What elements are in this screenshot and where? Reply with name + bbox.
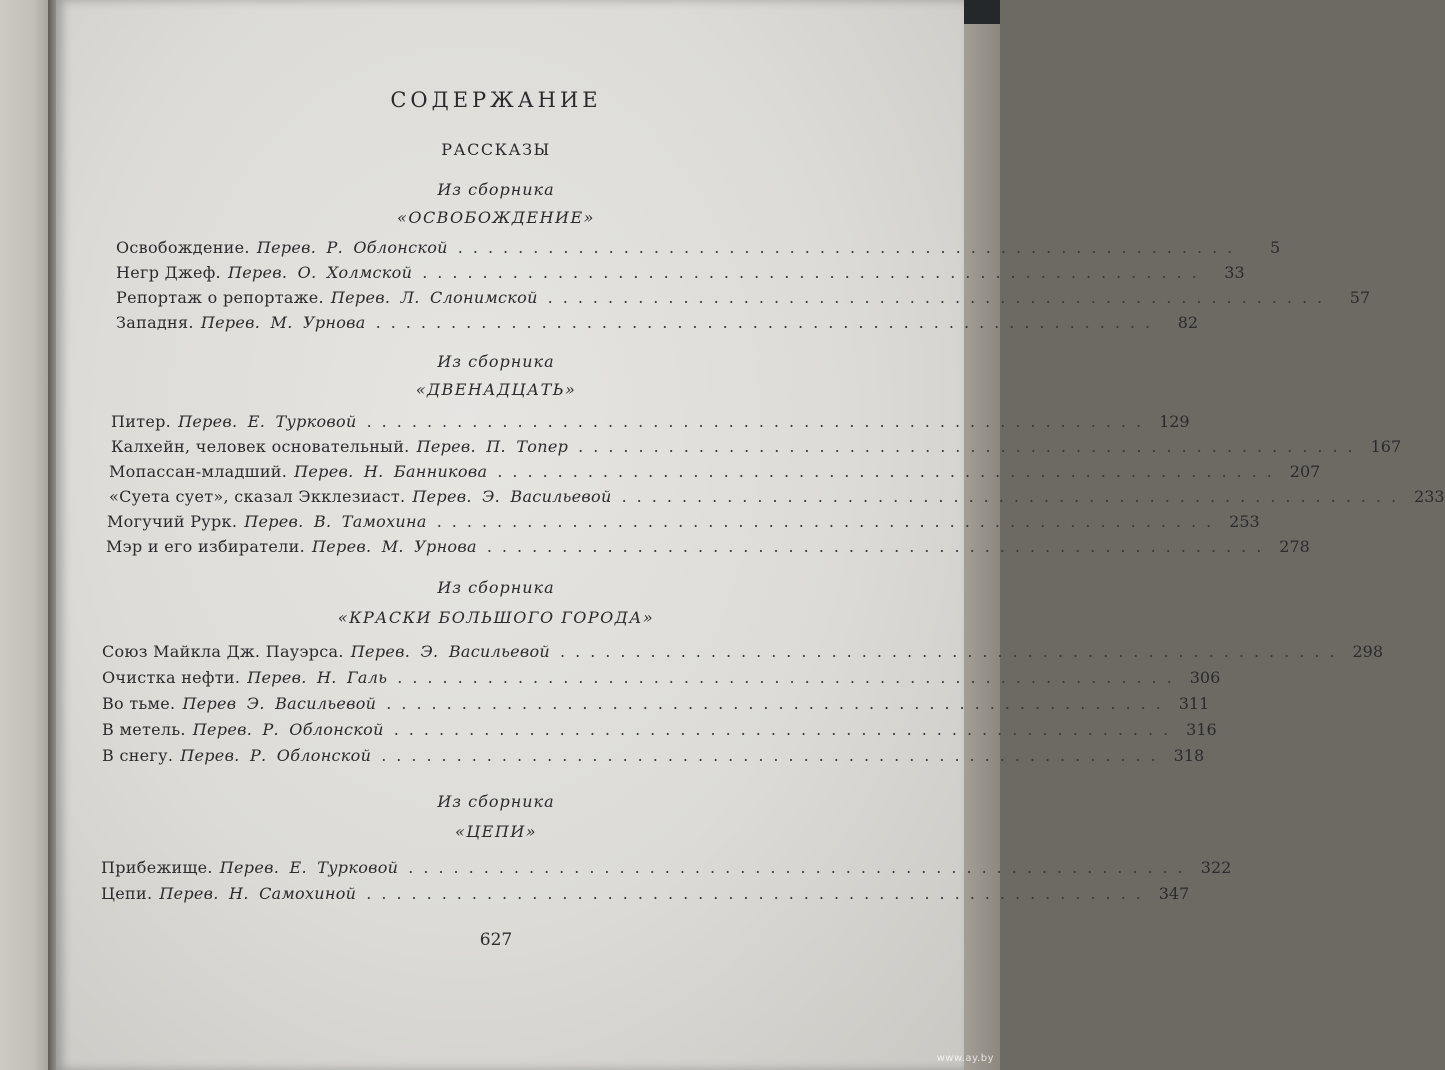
page-number: 129 [1159, 412, 1190, 431]
leader-dots: .................................................... [366, 884, 1151, 903]
story-title: Цепи. [101, 884, 153, 903]
folio-page-number: 627 [479, 930, 513, 950]
leader-dots: .................................................... [408, 858, 1193, 877]
story-title: Негр Джеф. [116, 263, 221, 282]
leader-dots: .................................................... [486, 537, 1272, 556]
toc-entry [102, 668, 1221, 687]
translator-credit: Перев. Р. Облонской [256, 238, 448, 257]
translator-credit: Перев. М. Урнова [312, 537, 477, 556]
story-title: Очистка нефти. [102, 668, 241, 687]
leader-dots: .................................................... [547, 288, 1333, 307]
toc-entry [116, 238, 1281, 257]
translator-credit: Перев. М. Урнова [200, 313, 366, 332]
translator-credit: Перев. П. Топер [416, 437, 569, 456]
translator-credit: Перев. О. Холмской [227, 263, 413, 282]
leader-dots: .................................................... [393, 720, 1179, 739]
leader-dots: .................................................... [397, 668, 1182, 687]
story-title: Прибежище. [101, 858, 213, 877]
page-number: 33 [1224, 263, 1245, 282]
previous-page-edge [0, 0, 48, 1070]
collection-prefix: Из сборника [437, 180, 555, 199]
leader-dots: .................................................... [497, 462, 1282, 481]
leader-dots: .................................................... [457, 238, 1243, 257]
leader-dots: .................................................... [436, 512, 1222, 531]
story-title: Могучий Рурк. [107, 512, 238, 531]
leader-dots: .................................................... [621, 487, 1407, 506]
collection-prefix: Из сборника [437, 352, 555, 371]
translator-credit: Перев Э. Васильевой [182, 694, 377, 713]
translator-credit: Перев. Е. Турковой [178, 412, 357, 431]
collection-prefix: Из сборника [437, 578, 555, 597]
page-number: 306 [1189, 668, 1221, 687]
story-title: Питер. [111, 412, 172, 431]
story-title: Освобождение. [116, 238, 250, 257]
toc-entry [107, 512, 1260, 531]
toc-entry [111, 412, 1190, 431]
translator-credit: Перев. Р. Облонской [180, 746, 372, 765]
page-number: 57 [1349, 288, 1371, 307]
collection-prefix: Из сборника [437, 792, 555, 811]
story-title: В снегу. [102, 746, 174, 765]
page-number: 167 [1370, 437, 1402, 456]
page-number: 207 [1289, 462, 1321, 481]
leader-dots: .................................................... [386, 694, 1171, 713]
site-watermark: www.ay.by [936, 1053, 994, 1064]
story-title: Западня. [116, 313, 194, 332]
toc-entry [109, 462, 1321, 481]
translator-credit: Перев. Э. Васильевой [350, 642, 551, 661]
translator-credit: Перев. Л. Слонимской [330, 288, 538, 307]
story-title: «Суета сует», сказал Экклезиаст. [109, 487, 406, 506]
page-number: 322 [1200, 858, 1232, 877]
leader-dots: .................................................... [381, 746, 1166, 765]
collection-name: «ОСВОБОЖДЕНИЕ» [397, 208, 595, 227]
story-title: Во тьме. [102, 694, 176, 713]
translator-credit: Перев. Н. Банникова [294, 462, 488, 481]
page-number: 5 [1270, 238, 1281, 257]
page-number: 318 [1173, 746, 1205, 765]
page-number: 311 [1178, 694, 1210, 713]
toc-entry [116, 313, 1199, 332]
story-title: Мопассан-младший. [109, 462, 288, 481]
toc-entry [101, 858, 1232, 877]
translator-credit: Перев. Р. Облонской [192, 720, 384, 739]
leader-dots: .................................................... [375, 313, 1161, 332]
translator-credit: Перев. Н. Самохиной [159, 884, 357, 903]
leader-dots: .................................................... [578, 437, 1363, 456]
translator-credit: Перев. Е. Турковой [219, 858, 399, 877]
translator-credit: Перев. В. Тамохина [244, 512, 427, 531]
page-number: 233 [1414, 487, 1445, 506]
leader-dots: .................................................... [422, 263, 1207, 282]
collection-name: «ЦЕПИ» [454, 822, 538, 841]
story-title: Калхейн, человек основательный. [111, 437, 410, 456]
toc-entry [102, 694, 1210, 713]
translator-credit: Перев. Н. Галь [247, 668, 388, 687]
toc-entry [101, 884, 1190, 903]
toc-entry [111, 437, 1402, 456]
page-number: 253 [1229, 512, 1260, 531]
toc-entry [106, 537, 1310, 556]
section-title: РАССКАЗЫ [441, 140, 551, 159]
toc-entry [109, 487, 1445, 506]
collection-name: «КРАСКИ БОЛЬШОГО ГОРОДА» [337, 608, 655, 627]
toc-entry [102, 746, 1205, 765]
page-number: 298 [1352, 642, 1384, 661]
story-title: В метель. [102, 720, 186, 739]
page-number: 347 [1158, 884, 1190, 903]
story-title: Репортаж о репортаже. [116, 288, 324, 307]
page-number: 82 [1177, 313, 1199, 332]
toc-entry [116, 288, 1371, 307]
story-title: Союз Майкла Дж. Пауэрса. [102, 642, 344, 661]
toc-entry [102, 720, 1217, 739]
story-title: Мэр и его избиратели. [106, 537, 305, 556]
page-number: 316 [1186, 720, 1217, 739]
toc-entry [102, 642, 1384, 661]
collection-name: «ДВЕНАДЦАТЬ» [415, 380, 577, 399]
translator-credit: Перев. Э. Васильевой [412, 487, 612, 506]
page-number: 278 [1279, 537, 1310, 556]
toc-entry [116, 263, 1245, 282]
page-title: СОДЕРЖАНИЕ [390, 88, 602, 112]
leader-dots: .................................................... [366, 412, 1152, 431]
leader-dots: .................................................... [560, 642, 1345, 661]
